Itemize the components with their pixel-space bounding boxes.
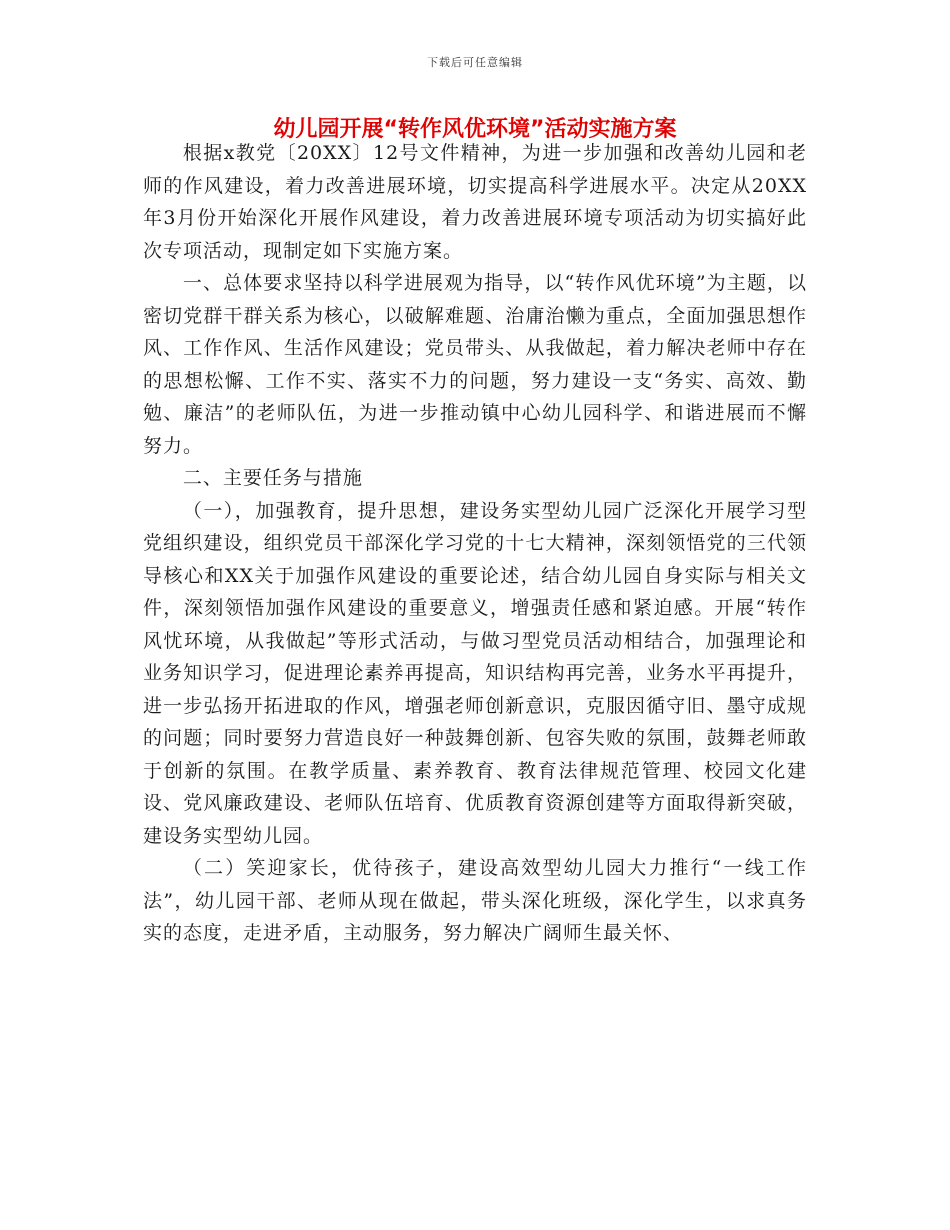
paragraph-task-one: （一），加强教育，提升思想，建设务实型幼儿园广泛深化开展学习型党组织建设，组织党员干部深化学习党的十七大精神，深刻领悟党的三代领导核心和XX关于加强作风建设的重要论述，结合幼儿园自身实际与相关文件，深刻领悟加强作风建设的重要意义，增强责任感和紧迫感。开展“转作风忧环境，从我做起”等形式活动，与做习型党员活动相结合，加强理论和业务知识学习，促进理论素养再提高，知识结构再完善，业务水平再提升，进一步弘扬开拓进取的作风，增强老师创新意识，克服因循守旧、墨守成规的问题；同时要努力营造良好一种鼓舞创新、包容失败的氛围，鼓舞老师敢于创新的氛围。在教学质量、素养教育、教育法律规范管理、校园文化建设、党风廉政建设、老师队伍培育、优质教育资源创建等方面取得新突破，建设务实型幼儿园。 <box>143 499 807 847</box>
header-note: 下载后可任意编辑 <box>427 56 523 69</box>
document-title: 幼儿园开展“转作风优环境”活动实施方案 <box>273 117 677 142</box>
section-heading-main-tasks: 二、主要任务与措施 <box>182 467 363 489</box>
document-body <box>143 137 807 950</box>
paragraph-intro: 根据x教党〔20XX〕12号文件精神，为进一步加强和改善幼儿园和老师的作风建设，着力改善进展环境，切实提高科学进展水平。决定从20XX年3月份开始深化开展作风建设，着力改善进展环境专项活动为切实搞好此次专项活动，现制定如下实施方案。 <box>143 142 807 262</box>
paragraph-task-two: （二）笑迎家长，优待孩子，建设高效型幼儿园大力推行“一线工作法”，幼儿园干部、老师从现在做起，带头深化班级，深化学生，以求真务实的态度，走进矛盾，主动服务，努力解决广阔师生最关怀、 <box>143 857 807 944</box>
paragraph-general-requirements: 一、总体要求坚持以科学进展观为指导，以“转作风优环境”为主题，以密切党群干群关系为核心，以破解难题、治庸治懒为重点，全面加强思想作风、工作作风、生活作风建设；党员带头、从我做起，着力解决老师中存在的思想松懈、工作不实、落实不力的问题，努力建设一支“务实、高效、勤勉、廉洁”的老师队伍，为进一步推动镇中心幼儿园科学、和谐进展而不懈努力。 <box>143 272 807 457</box>
